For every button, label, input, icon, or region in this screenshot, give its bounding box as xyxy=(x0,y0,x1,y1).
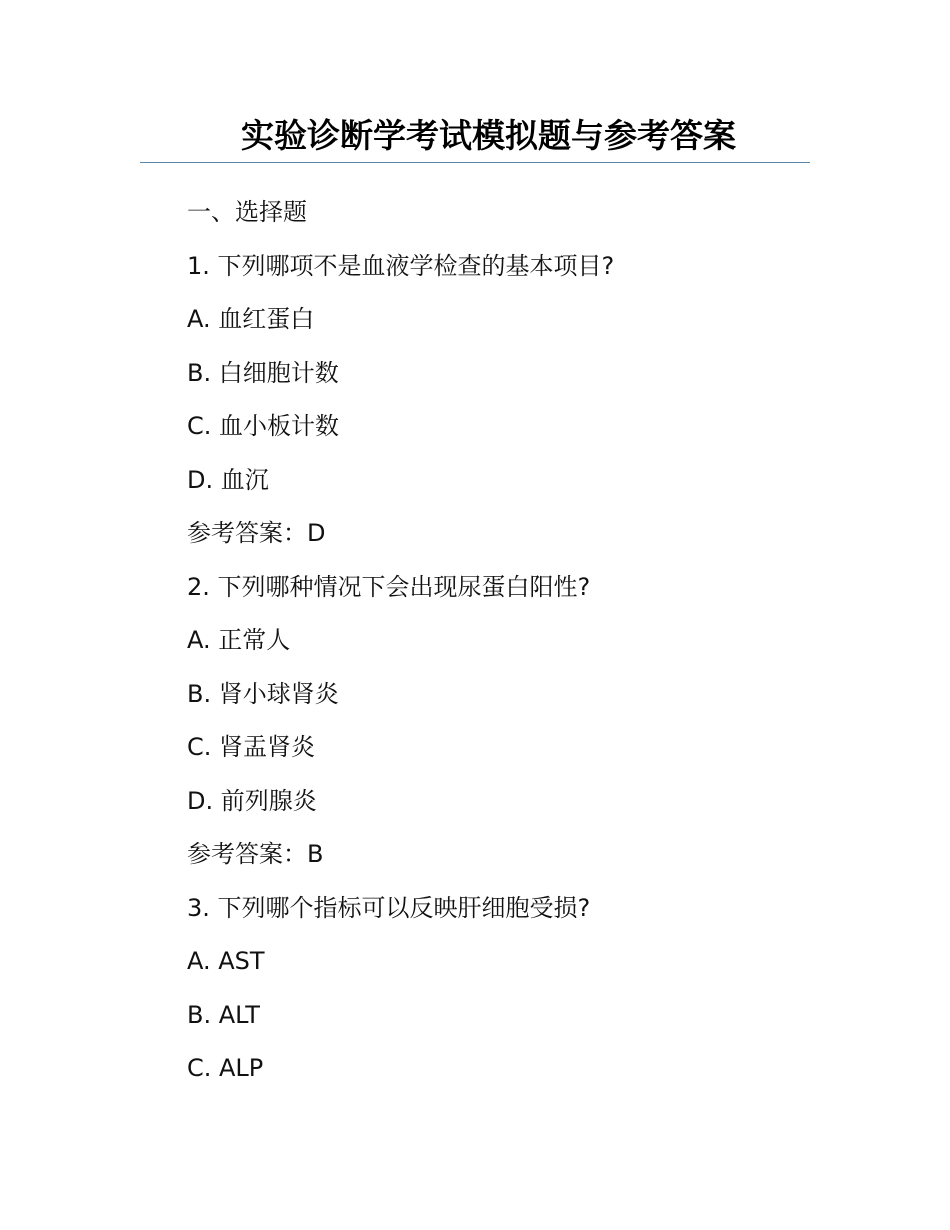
document-title: 实验诊断学考试模拟题与参考答案 xyxy=(241,116,736,155)
question-2: 2. 下列哪种情况下会出现尿蛋白阳性? xyxy=(187,572,591,601)
question-2-option-c: C. 肾盂肾炎 xyxy=(187,733,316,761)
question-2-option-b: B. 肾小球肾炎 xyxy=(187,679,339,708)
question-2-option-a: A. 正常人 xyxy=(187,626,291,654)
question-1-option-a: A. 血红蛋白 xyxy=(187,305,315,333)
question-2-option-d: D. 前列腺炎 xyxy=(187,786,317,815)
question-2-answer: 参考答案：B xyxy=(187,840,324,868)
question-3-option-b: B. ALT xyxy=(187,1000,260,1029)
question-1: 1. 下列哪项不是血液学检查的基本项目? xyxy=(187,251,615,280)
question-1-option-d: D. 血沉 xyxy=(187,465,269,494)
question-1-option-c: C. 血小板计数 xyxy=(187,412,340,440)
question-3-option-c: C. ALP xyxy=(187,1054,264,1082)
document-body xyxy=(187,190,827,1100)
question-1-option-b: B. 白细胞计数 xyxy=(187,358,339,387)
question-1-answer: 参考答案：D xyxy=(187,519,326,547)
question-3-option-a: A. AST xyxy=(187,947,265,975)
title-underline xyxy=(140,162,810,163)
section-heading: 一、选择题 xyxy=(187,198,307,226)
question-3: 3. 下列哪个指标可以反映肝细胞受损? xyxy=(187,893,591,922)
